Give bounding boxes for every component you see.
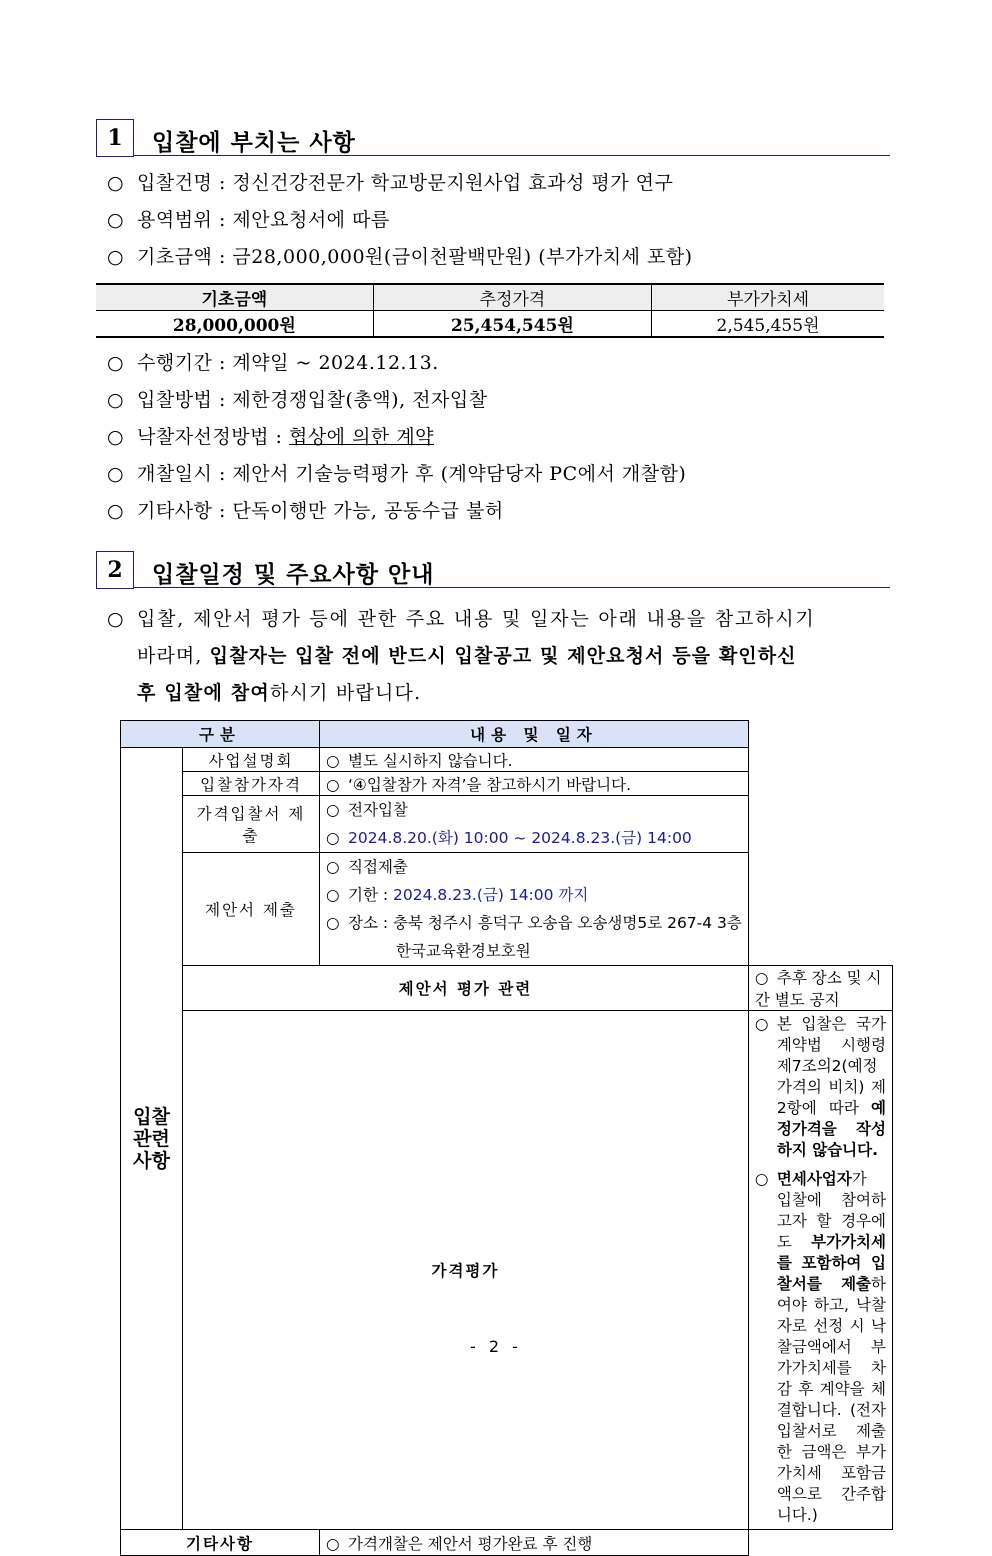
etc-label: 기타사항 [121,1530,320,1556]
proposal-text: 직접제출 [348,858,408,876]
price-eval-para-1 [755,1014,886,1161]
price-value-estimated: 25,454,545원 [373,311,651,338]
item-opening-date [107,459,686,486]
price-header-vat: 부가가치세 [652,284,884,311]
price-value-vat: 2,545,455원 [652,311,884,338]
qualification-label: 입찰참가자격 [183,772,320,796]
price-eval-label: 가격평가 [183,1011,749,1530]
section-1-underline [134,155,890,156]
bullet-icon: ○ [107,209,125,231]
item-value: 제안요청서에 따름 [232,209,390,231]
item-label: 개찰일시 : [137,463,233,485]
evaluation-value [748,966,892,1011]
item-label: 기초금액 : [137,246,233,268]
item-label: 용역범위 : [137,209,233,231]
schedule-header-category: 구분 [121,721,320,748]
price-bid-value [320,796,749,853]
guide-emphasis: 입찰자는 입찰 전에 반드시 입찰공고 및 제안요청서 등을 확인하신 [209,645,797,667]
bullet-icon: ○ [107,352,125,374]
item-value: 제한경쟁입찰(총액), 전자입찰 [232,389,488,411]
section-2-underline [134,587,890,588]
bullet-icon: ○ [326,858,340,876]
item-value: 단독이행만 가능, 공동수급 불허 [232,500,504,522]
guide-emphasis: 후 입찰에 참여 [137,682,270,704]
item-label: 입찰방법 : [137,389,233,411]
bullet-icon: ○ [754,969,769,987]
guide-text: 바라며, [137,645,210,667]
price-bid-line-1 [326,796,742,824]
proposal-deadline-label: 기한 : [348,886,394,904]
item-period [107,348,439,375]
price-header-estimated: 추정가격 [373,284,651,311]
schedule-table [120,720,893,1556]
evaluation-text: 추후 장소 및 시간 별도 공지 [754,969,882,1009]
bullet-icon: ○ [107,500,125,522]
guide-paragraph-line-2 [137,641,797,668]
evaluation-label: 제안서 평가 관련 [183,966,749,1011]
item-selection-method [107,422,434,449]
proposal-value [320,853,749,966]
price-bid-text: 전자입찰 [348,801,408,819]
price-eval-value [748,1011,892,1530]
proposal-line-4 [326,937,742,965]
etc-text: 가격개찰은 제안서 평가완료 후 진행 [348,1534,593,1553]
price-eval-text: 본 입찰은 국가계약법 시행령 제7조의2(예정가격의 비치) 제2항에 따라 [776,1015,886,1117]
bullet-icon: ○ [107,608,124,630]
item-value: 금28,000,000원(금이천팔백만원) (부가가치세 포함) [232,246,693,268]
item-label: 낙찰자선정방법 : [137,426,289,448]
bullet-icon: ○ [107,389,125,411]
guide-paragraph-line-1 [107,604,816,631]
proposal-org: 한국교육환경보호원 [396,942,531,960]
proposal-line-3 [326,909,742,937]
price-bid-line-2 [326,824,742,852]
bullet-icon: ○ [107,426,125,448]
guide-text: 하시기 바랍니다. [269,682,422,704]
price-header-base: 기초금액 [96,284,373,311]
briefing-value [320,748,749,772]
proposal-deadline: 2024.8.23.(금) 14:00 까지 [393,886,589,904]
price-eval-text: 가 입찰에 참여하고자 할 경우에도 [776,1170,886,1251]
schedule-header-content: 내용 및 일자 [320,721,749,748]
price-bid-period: 2024.8.20.(화) 10:00 ~ 2024.8.23.(금) 14:00 [348,829,692,847]
bullet-icon: ○ [326,914,340,932]
item-bid-name [107,168,673,195]
bullet-icon: ○ [326,1534,340,1553]
page-number: - 2 - [470,1337,522,1356]
proposal-label: 제안서 제출 [183,853,320,966]
qualification-text: ‘④입찰참가 자격’을 참고하시기 바랍니다. [348,775,632,794]
briefing-text: 별도 실시하지 않습니다. [348,751,513,770]
price-eval-emphasis: 예정가격을 작성하지 않습니다. [776,1099,886,1159]
bullet-icon: ○ [754,1170,769,1188]
proposal-line-1 [326,853,742,881]
item-value: 정신건강전문가 학교방문지원사업 효과성 평가 연구 [232,172,674,194]
item-other [107,496,504,523]
item-value: 협상에 의한 계약 [288,426,435,448]
bullet-icon: ○ [326,886,340,904]
proposal-place: 장소 : 충북 청주시 흥덕구 오송읍 오송생명5로 267-4 3층 [348,914,742,932]
bullet-icon: ○ [107,246,125,268]
bullet-icon: ○ [107,172,125,194]
bid-group-label: 입찰 관련 사항 [121,748,183,1530]
item-label: 수행기간 : [137,352,233,374]
section-2-number: 2 [96,551,134,589]
bullet-icon: ○ [326,829,340,847]
bullet-icon: ○ [326,801,340,819]
price-eval-emphasis: 부가가치세를 포함하여 입찰서를 제출 [776,1233,886,1293]
bullet-icon: ○ [107,463,125,485]
briefing-label: 사업설명회 [183,748,320,772]
price-table [96,283,884,338]
item-scope [107,205,390,232]
item-value: 제안서 기술능력평가 후 (계약담당자 PC에서 개찰함) [232,463,687,485]
guide-paragraph-line-3 [137,678,421,705]
bullet-icon: ○ [326,775,340,794]
price-eval-emphasis: 면세사업자 [776,1170,852,1188]
price-bid-label: 가격입찰서 제출 [183,796,320,853]
qualification-value [320,772,749,796]
item-bid-method [107,385,488,412]
section-1-title: 입찰에 부치는 사항 [152,129,356,156]
bullet-icon: ○ [754,1015,769,1033]
price-value-base: 28,000,000원 [96,311,373,338]
section-2-title: 입찰일정 및 주요사항 안내 [152,561,435,588]
item-base-amount [107,242,693,269]
etc-value [320,1530,749,1556]
section-1-number: 1 [96,119,134,157]
bullet-icon: ○ [326,751,340,770]
guide-text: 입찰, 제안서 평가 등에 관한 주요 내용 및 일자는 아래 내용을 참고하시기 [137,608,816,630]
item-label: 입찰건명 : [137,172,233,194]
proposal-line-2 [326,881,742,909]
item-label: 기타사항 : [137,500,233,522]
item-value: 계약일 ~ 2024.12.13. [232,352,439,374]
price-eval-text: 하여야 하고, 낙찰자로 선정 시 낙찰금액에서 부가가치세를 차감 후 계약을 체결합니다. (전자입찰서로 제출한 금액은 부가가치세 포함금액으로 간주합니다.) [776,1275,886,1524]
